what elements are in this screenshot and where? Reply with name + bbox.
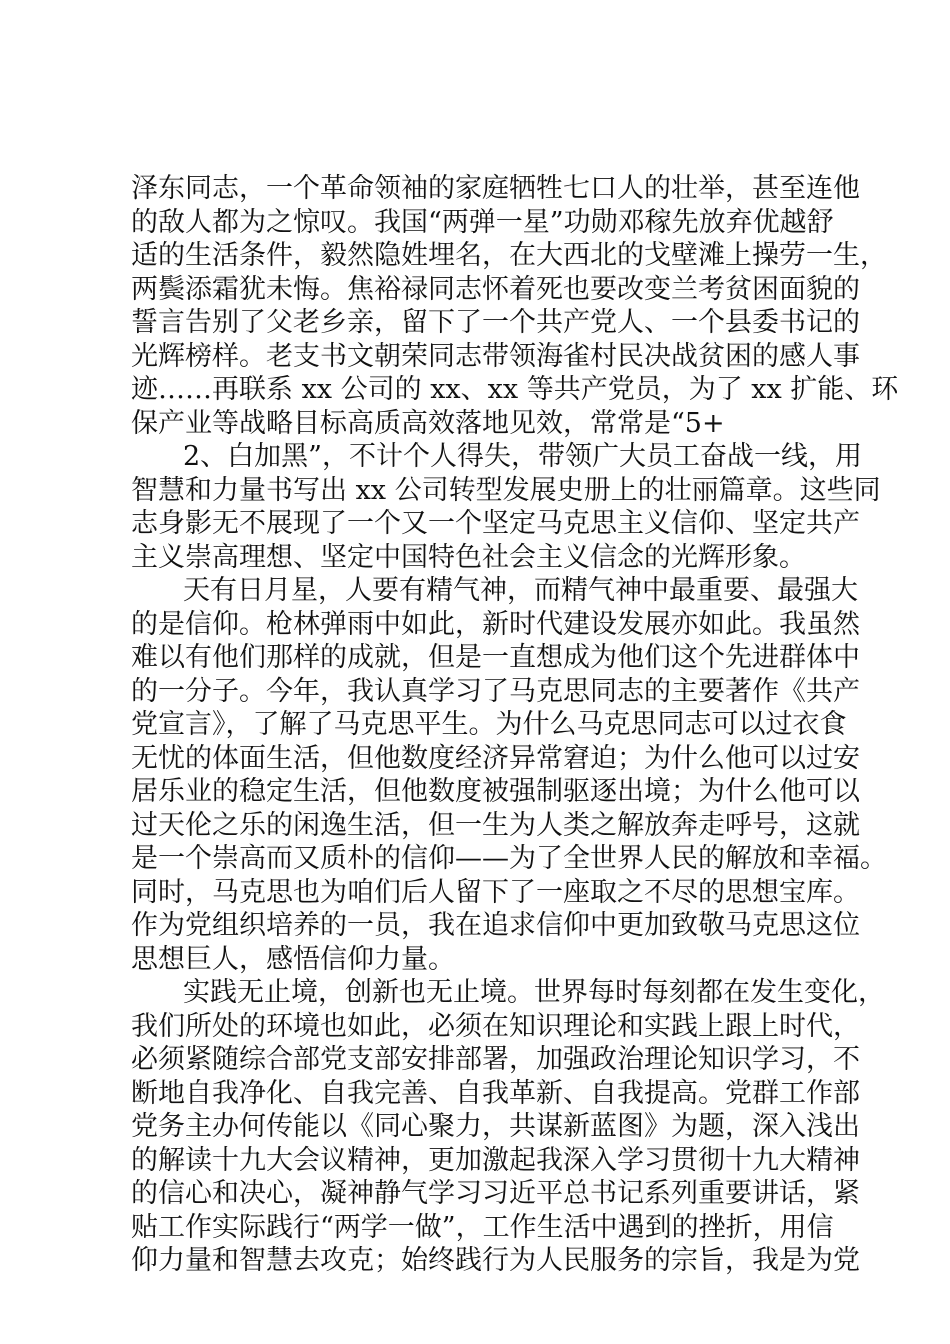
text-line: 迹……再联系 xx 公司的 xx、xx 等共产党员，为了 xx 扩能、环 [131, 374, 899, 405]
text-line: 的一分子。今年，我认真学习了马克思同志的主要著作《共产 [131, 675, 860, 707]
text-line: 保产业等战略目标高质高效落地见效，常常是“5+ [131, 407, 725, 439]
text-line: 仰力量和智慧去攻克；始终践行为人民服务的宗旨，我是为党 [131, 1245, 860, 1276]
document-body-text [131, 172, 899, 1278]
text-line: 党宣言》，了解了马克思平生。为什么马克思同志可以过衣食 [131, 709, 847, 740]
text-line: 同时，马克思也为咱们后人留下了一座取之不尽的思想宝库。 [131, 876, 860, 908]
text-line: 主义崇高理想、坚定中国特色社会主义信念的光辉形象。 [131, 541, 806, 573]
text-line: 过天伦之乐的闲逸生活，但一生为人类之解放奔走呼号，这就 [131, 809, 860, 841]
text-line: 的是信仰。枪林弹雨中如此，新时代建设发展亦如此。我虽然 [131, 608, 860, 640]
text-line: 的敌人都为之惊叹。我国“两弹一星”功勋邓稼先放弃优越舒 [131, 206, 834, 238]
text-line: 难以有他们那样的成就，但是一直想成为他们这个先进群体中 [131, 642, 860, 673]
text-line: 志身影无不展现了一个又一个坚定马克思主义信仰、坚定共产 [131, 508, 860, 539]
text-line: 无忧的体面生活，但他数度经济异常窘迫；为什么他可以过安 [131, 742, 860, 774]
text-line: 必须紧随综合部党支部安排部署，加强政治理论知识学习，不 [131, 1044, 860, 1075]
text-line: 适的生活条件，毅然隐姓埋名，在大西北的戈壁滩上操劳一生， [131, 240, 887, 271]
text-line: 居乐业的稳定生活，但他数度被强制驱逐出境；为什么他可以 [131, 776, 860, 807]
text-line: 智慧和力量书写出 xx 公司转型发展史册上的壮丽篇章。这些同 [131, 474, 881, 506]
text-line: 是一个崇高而又质朴的信仰——为了全世界人民的解放和幸福。 [131, 843, 887, 874]
text-line: 我们所处的环境也如此，必须在知识理论和实践上跟上时代， [131, 1010, 860, 1042]
text-line: 天有日月星，人要有精气神，而精气神中最重要、最强大 [183, 575, 858, 606]
text-line: 断地自我净化、自我完善、自我革新、自我提高。党群工作部 [131, 1077, 860, 1109]
text-line: 贴工作实际践行“两学一做”，工作生活中遇到的挫折，用信 [131, 1211, 834, 1243]
text-line: 的信心和决心，凝神静气学习习近平总书记系列重要讲话，紧 [131, 1178, 860, 1209]
text-line: 实践无止境，创新也无止境。世界每时每刻都在发生变化， [183, 977, 885, 1008]
text-line: 的解读十九大会议精神，更加激起我深入学习贯彻十九大精神 [131, 1144, 860, 1176]
text-line: 作为党组织培养的一员，我在追求信仰中更加致敬马克思这位 [131, 910, 860, 941]
text-line: 2、白加黑”，不计个人得失，带领广大员工奋战一线，用 [183, 441, 862, 472]
text-line: 思想巨人，感悟信仰力量。 [131, 943, 455, 975]
text-line: 光辉榜样。老支书文朝荣同志带领海雀村民决战贫困的感人事 [131, 340, 860, 372]
text-line: 党务主办何传能以《同心聚力，共谋新蓝图》为题，深入浅出 [131, 1111, 860, 1142]
text-line: 誓言告别了父老乡亲，留下了一个共产党人、一个县委书记的 [131, 307, 860, 338]
text-line: 两鬓添霜犹未悔。焦裕禄同志怀着死也要改变兰考贫困面貌的 [131, 273, 860, 305]
text-line: 泽东同志，一个革命领袖的家庭牺牲七口人的壮举，甚至连他 [131, 173, 860, 204]
